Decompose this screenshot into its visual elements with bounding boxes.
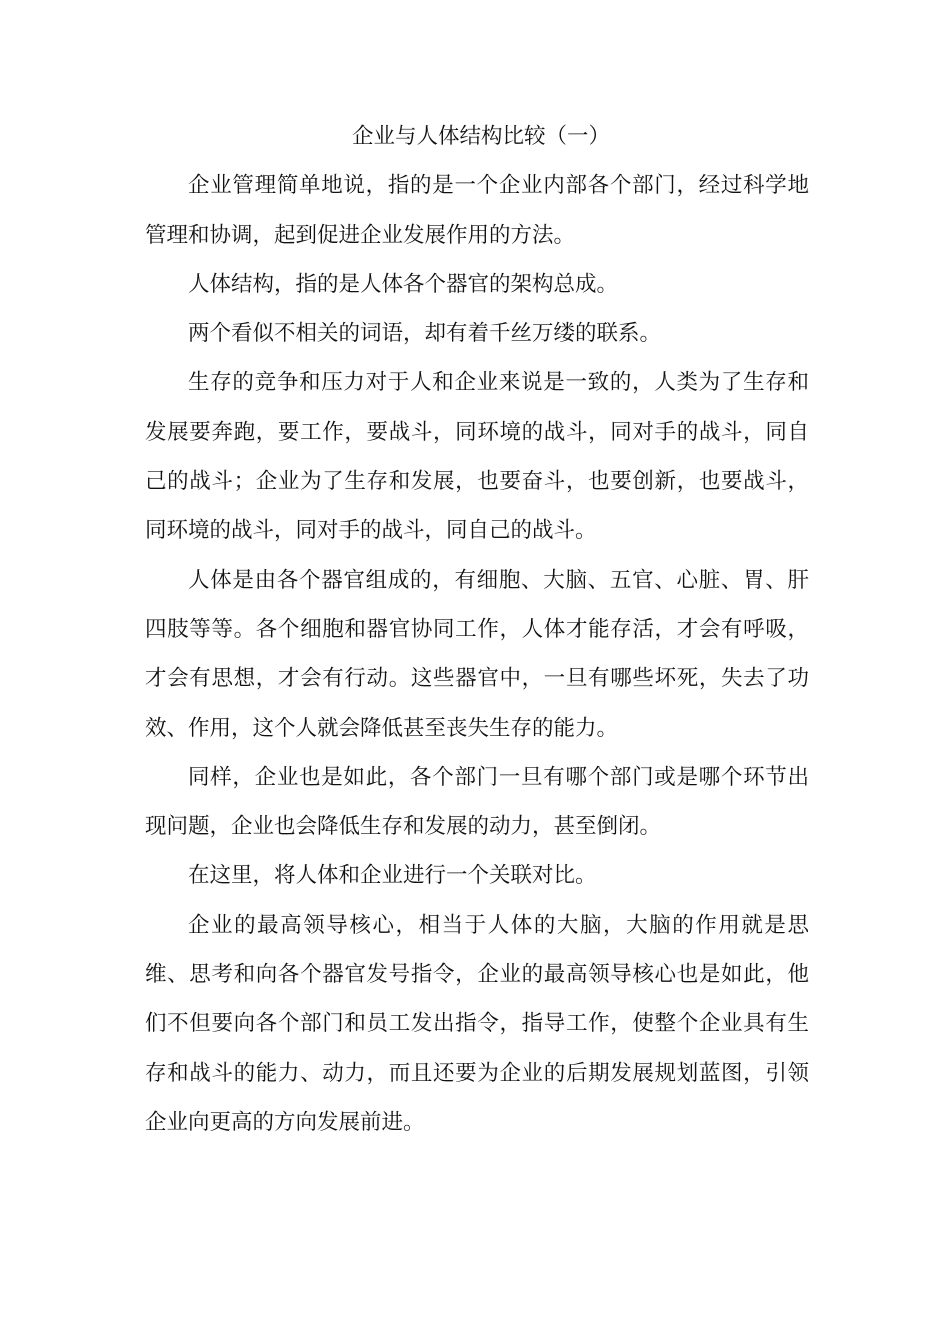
document-body xyxy=(145,112,809,1147)
paragraph-4: 生存的竞争和压力对于人和企业来说是一致的，人类为了生存和发展要奔跑，要工作，要战斗，同环境的战斗，同对手的战斗，同自己的战斗；企业为了生存和发展，也要奋斗，也要创新，也要战斗，同环境的战斗，同对手的战斗，同自己的战斗。 xyxy=(145,370,809,544)
paragraph-8: 企业的最高领导核心，相当于人体的大脑，大脑的作用就是思维、思考和向各个器官发号指令，企业的最高领导核心也是如此，他们不但要向各个部门和员工发出指令，指导工作，使整个企业具有生存和战斗的能力、动力，而且还要为企业的后期发展规划蓝图，引领企业向更高的方向发展前进。 xyxy=(145,912,809,1135)
paragraph-3: 两个看似不相关的词语，却有着千丝万缕的联系。 xyxy=(188,321,662,347)
paragraph-1: 企业管理简单地说，指的是一个企业内部各个部门，经过科学地管理和协调，起到促进企业发展作用的方法。 xyxy=(145,173,809,248)
paragraph-6: 同样，企业也是如此，各个部门一旦有哪个部门或是哪个环节出现问题，企业也会降低生存和发展的动力，甚至倒闭。 xyxy=(145,764,809,840)
paragraph-2: 人体结构，指的是人体各个器官的架构总成。 xyxy=(188,271,619,297)
document-title: 企业与人体结构比较（一） xyxy=(351,124,610,149)
paragraph-5: 人体是由各个器官组成的，有细胞、大脑、五官、心脏、胃、肝四肢等等。各个细胞和器官协同工作，人体才能存活，才会有呼吸，才会有思想，才会有行动。这些器官中，一旦有哪些坏死，失去了功效、作用，这个人就会降低甚至丧失生存的能力。 xyxy=(145,567,809,741)
paragraph-7: 在这里，将人体和企业进行一个关联对比。 xyxy=(188,863,597,889)
